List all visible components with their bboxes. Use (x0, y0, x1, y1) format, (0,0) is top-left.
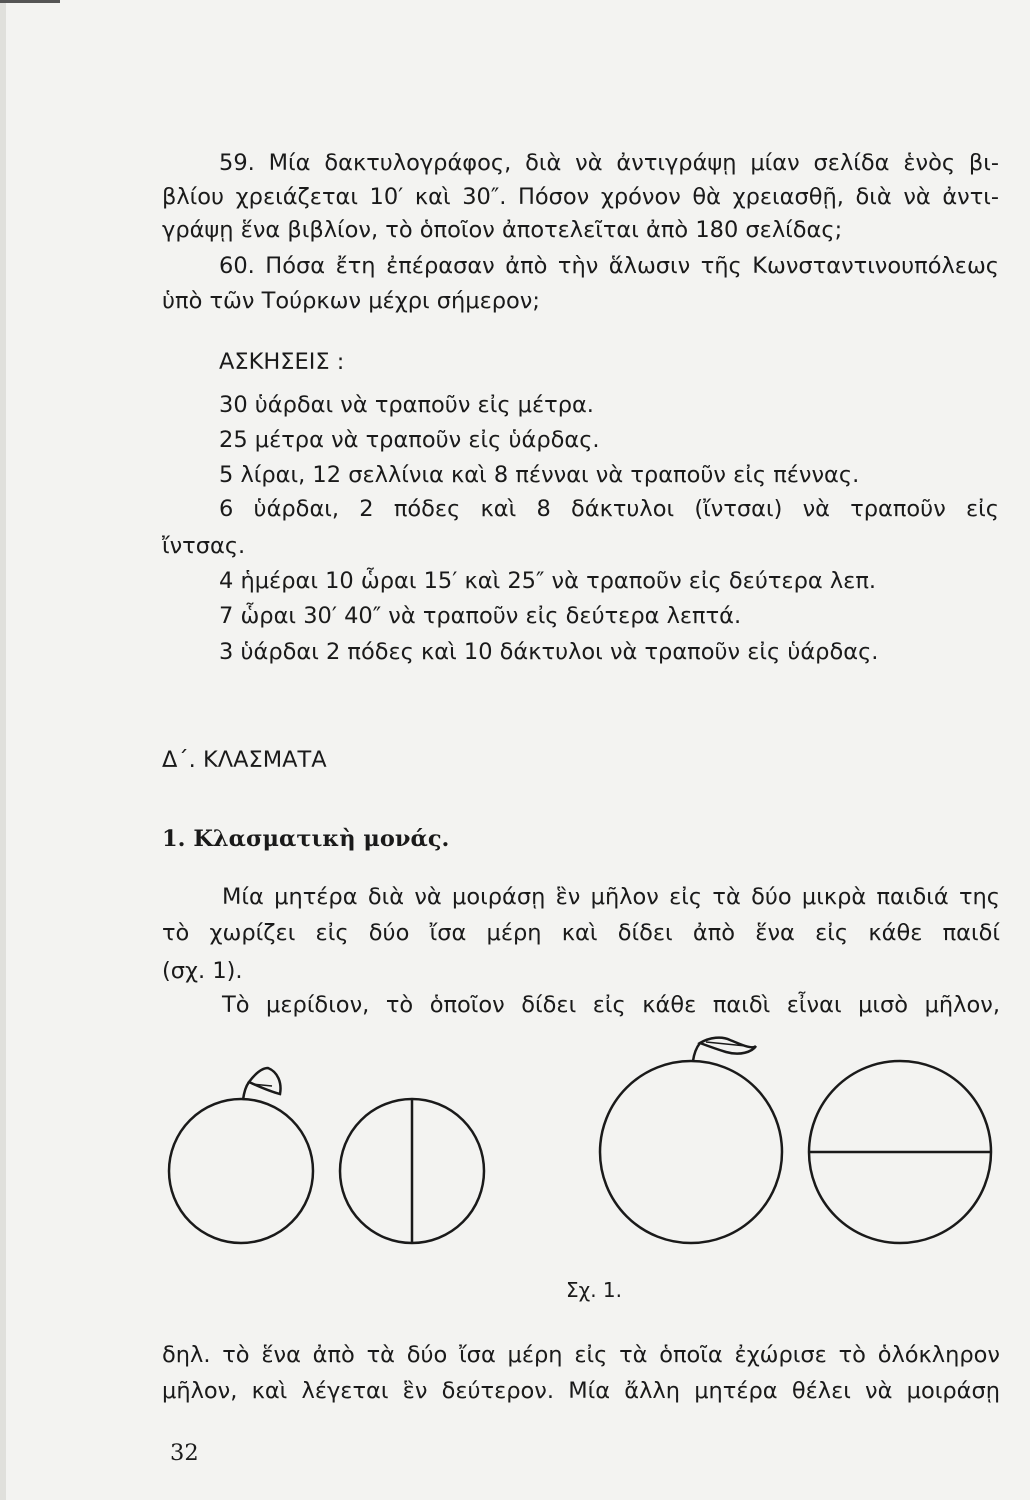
apple-whole-large (600, 1038, 782, 1243)
exercises-heading: ΑΣΚΗΣΕΙΣ : (219, 349, 345, 375)
problem-59-line-1: 59. Μία δακτυλογράφος, διὰ νὰ ἀντιγράψῃ μίαν σελίδα ἑνὸς βι- (219, 150, 999, 176)
exercise-4-line-2: ἴντσας. (162, 533, 246, 559)
page-number: 32 (170, 1440, 199, 1466)
exercise-3: 5 λίραι, 12 σελλίνια καὶ 8 πένναι νὰ τραποῦν εἰς πέννας. (219, 462, 860, 488)
problem-59-line-3: γράψῃ ἕνα βιβλίον, τὸ ὁποῖον ἀποτελεῖται ἀπὸ 180 σελίδας; (162, 217, 843, 243)
paragraph-1-line-1: Μία μητέρα διὰ νὰ μοιράσῃ ἓν μῆλον εἰς τὰ δύο μικρὰ παιδιά της (222, 884, 1000, 910)
section-subtitle: 1. Κλασματικὴ μονάς. (162, 826, 450, 852)
paragraph-3-line-1: δηλ. τὸ ἕνα ἀπὸ τὰ δύο ἴσα μέρη εἰς τὰ ὁποῖα ἐχώρισε τὸ ὁλόκληρον (162, 1342, 1000, 1368)
problem-59-line-2: βλίου χρειάζεται 10′ καὶ 30″. Πόσον χρόνον θὰ χρειασθῇ, διὰ νὰ ἀντι- (162, 184, 999, 210)
apple-halved-horizontal (809, 1061, 991, 1243)
paragraph-3-line-2: μῆλον, καὶ λέγεται ἓν δεύτερον. Μία ἄλλη μητέρα θέλει νὰ μοιράσῃ (162, 1378, 1000, 1404)
exercise-1: 30 ὑάρδαι νὰ τραποῦν εἰς μέτρα. (219, 392, 594, 418)
exercise-6: 7 ὧραι 30′ 40″ νὰ τραποῦν εἰς δεύτερα λεπτά. (219, 603, 742, 629)
exercise-5: 4 ἡμέραι 10 ὧραι 15′ καὶ 25″ νὰ τραποῦν εἰς δεύτερα λεπ. (219, 568, 877, 594)
problem-60-line-2: ὑπὸ τῶν Τούρκων μέχρι σήμερον; (162, 288, 540, 314)
problem-60-line-1: 60. Πόσα ἔτη ἐπέρασαν ἀπὸ τὴν ἅλωσιν τῆς Κωνσταντινουπόλεως (219, 253, 999, 279)
apple-whole-small (169, 1068, 313, 1243)
paragraph-1-line-2: τὸ χωρίζει εἰς δύο ἴσα μέρη καὶ δίδει ἀπὸ ἕνα εἰς κάθε παιδί (162, 920, 1000, 946)
exercise-4-line-1: 6 ὑάρδαι, 2 πόδες καὶ 8 δάκτυλοι (ἴντσαι) νὰ τραποῦν εἰς (219, 496, 999, 522)
exercise-2: 25 μέτρα νὰ τραποῦν εἰς ὑάρδας. (219, 427, 600, 453)
paragraph-1-line-3: (σχ. 1). (162, 958, 243, 984)
figure-caption: Σχ. 1. (566, 1278, 622, 1302)
exercise-7: 3 ὑάρδαι 2 πόδες καὶ 10 δάκτυλοι νὰ τραποῦν εἰς ὑάρδας. (219, 639, 879, 665)
apple-halved-vertical (340, 1099, 484, 1243)
section-title: Δ΄. ΚΛΑΣΜΑΤΑ (162, 747, 327, 773)
paragraph-2-line-1: Τὸ μερίδιον, τὸ ὁποῖον δίδει εἰς κάθε παιδὶ εἶναι μισὸ μῆλον, (222, 992, 1000, 1018)
